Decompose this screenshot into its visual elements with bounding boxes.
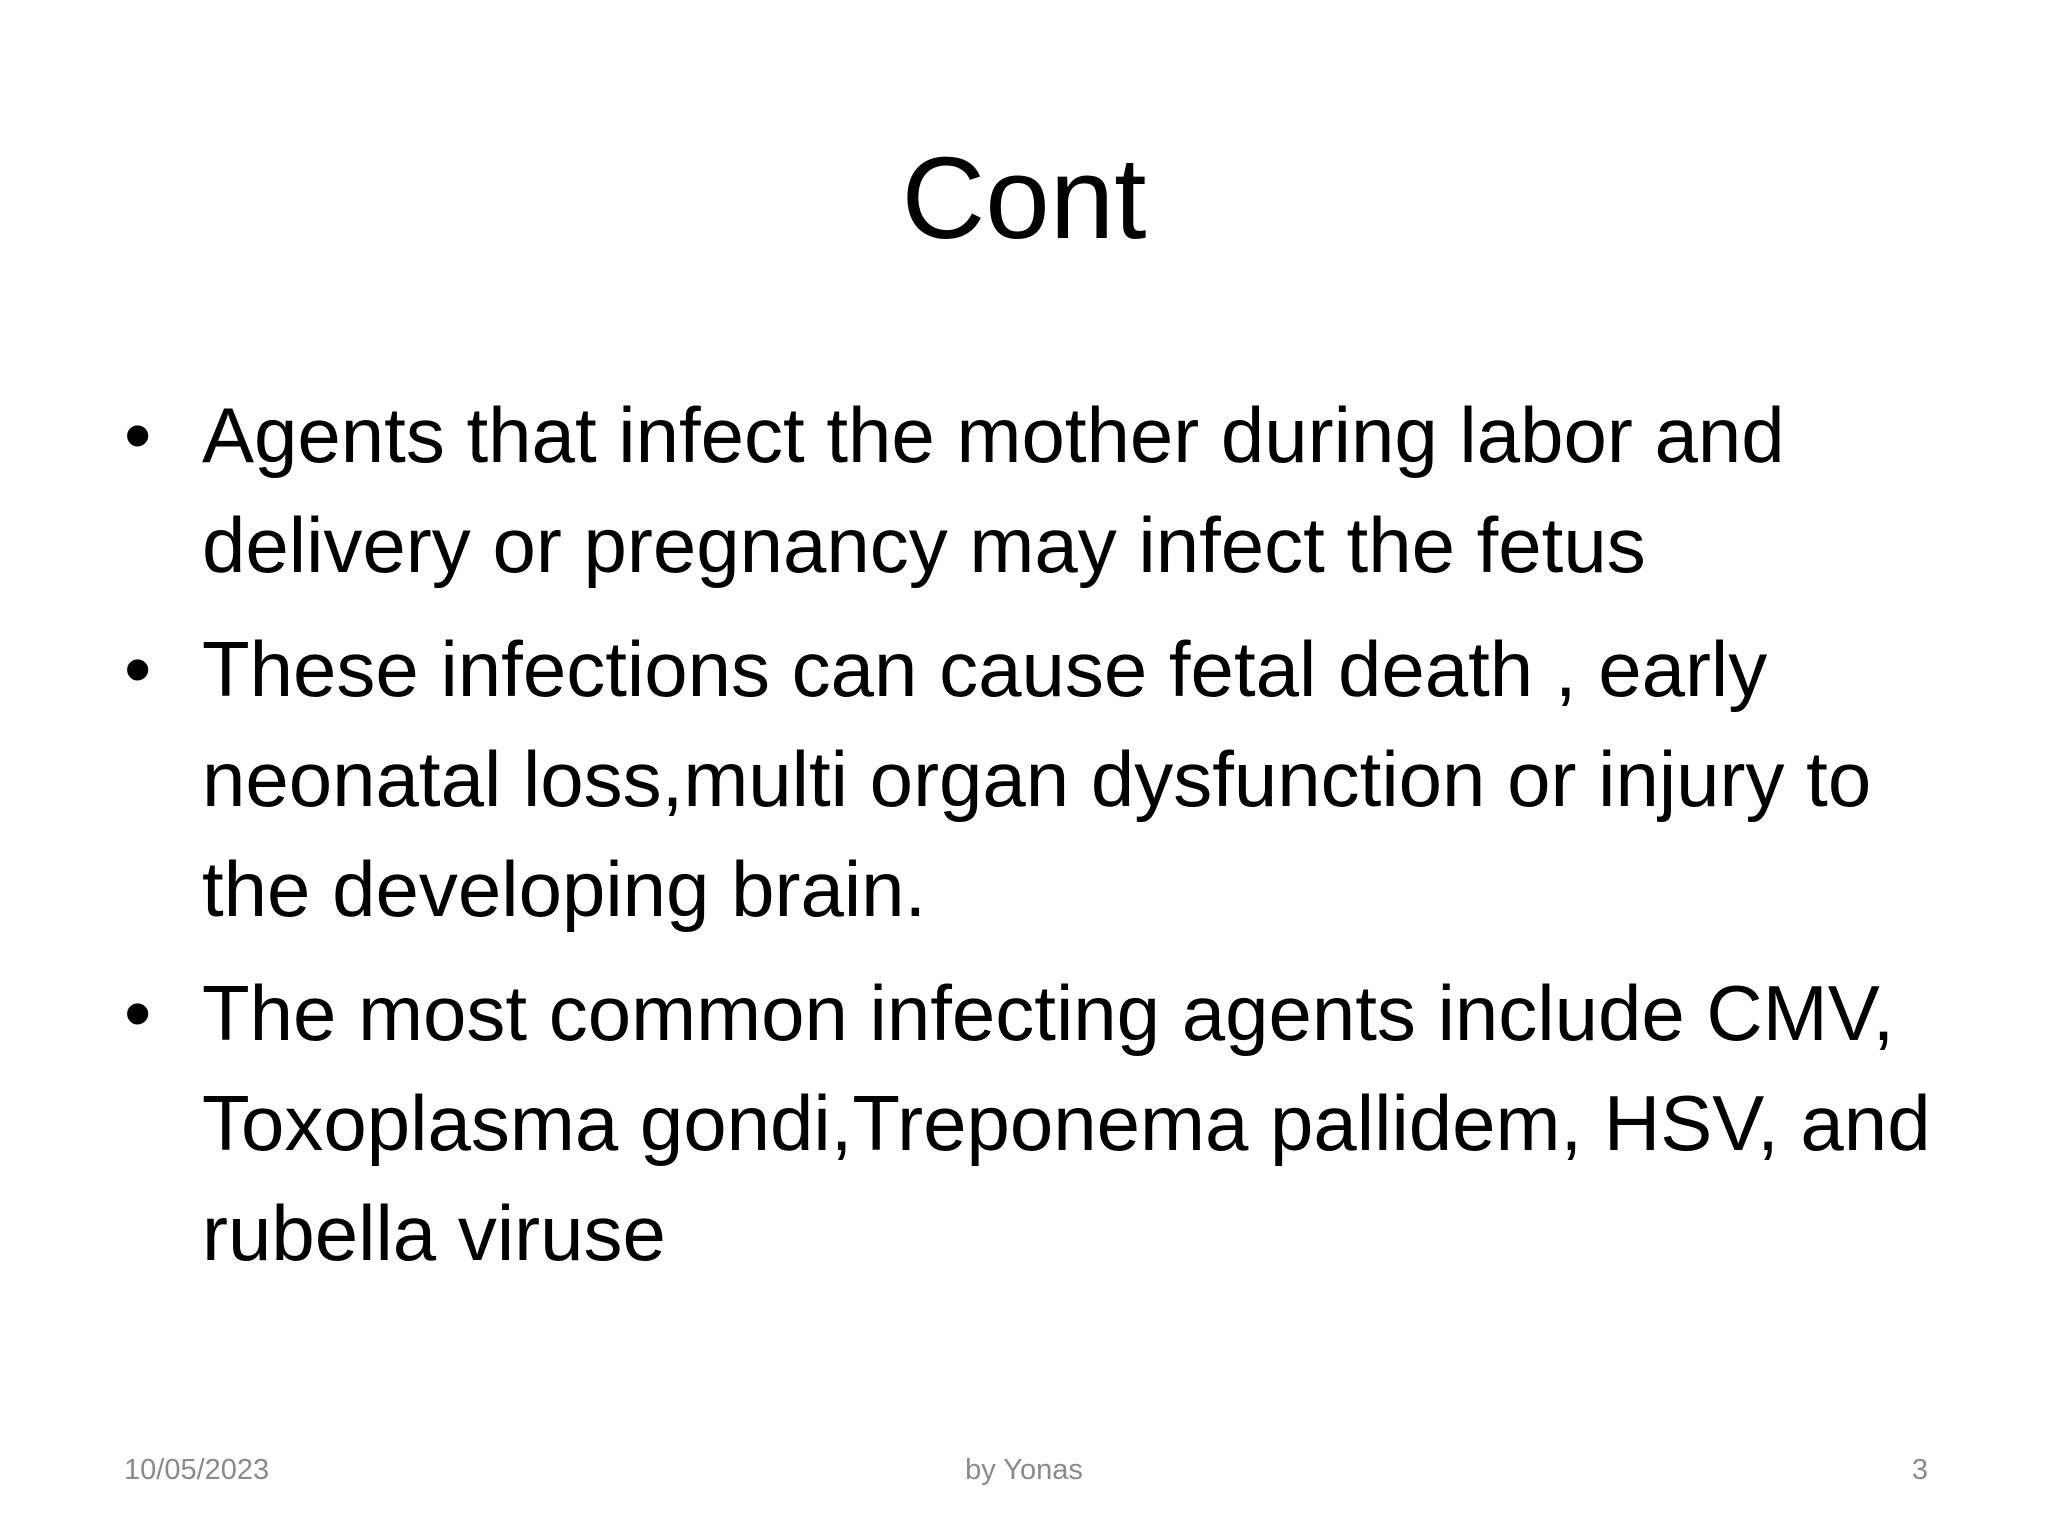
- bullet-dot-icon: •: [124, 391, 152, 479]
- footer-date: 10/05/2023: [124, 1454, 270, 1486]
- footer-page-number: 3: [1911, 1454, 1928, 1486]
- footer-author: by Yonas: [965, 1454, 1083, 1486]
- bullet-item: [120, 958, 1980, 1288]
- bullet-text: Agents that infect the mother during labor and delivery or pregnancy may infect the fetus: [202, 391, 1785, 589]
- bullet-dot-icon: •: [124, 625, 152, 713]
- bullet-list: [120, 380, 1980, 1302]
- bullet-dot-icon: •: [124, 969, 152, 1057]
- bullet-text: The most common infecting agents include CMV, Toxoplasma gondi,Treponema pallidem, HSV, and rubella viruse: [202, 969, 1931, 1277]
- bullet-text: These infections can cause fetal death , early neonatal loss,multi organ dysfunction or injury to the developing brain.: [202, 625, 1872, 933]
- bullet-item: [120, 614, 1980, 944]
- bullet-item: [120, 380, 1980, 600]
- slide-title: Cont: [901, 133, 1147, 263]
